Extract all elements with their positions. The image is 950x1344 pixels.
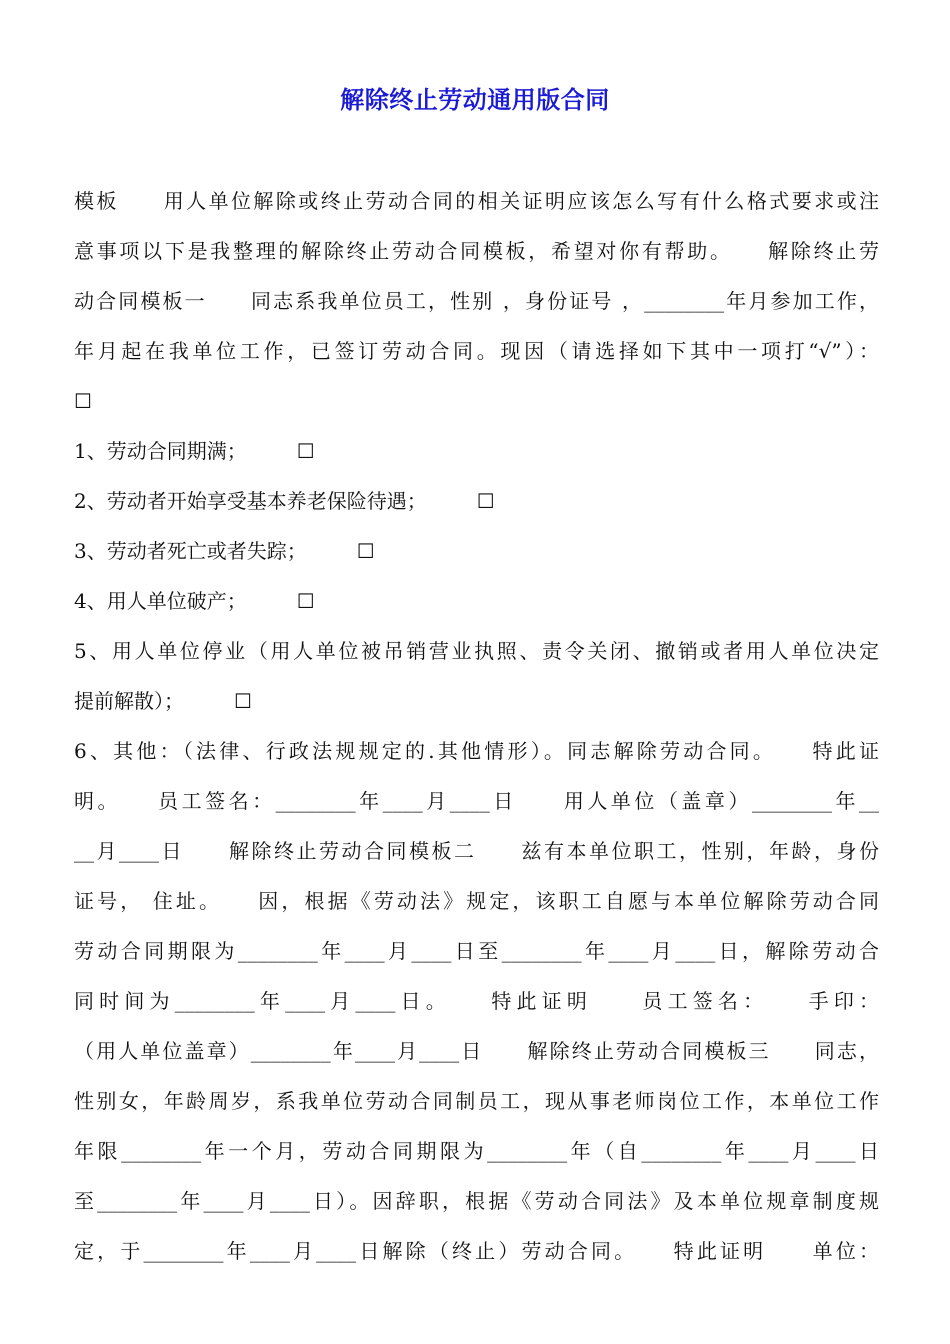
option-1: 1、劳动合同期满； ☐ [74,439,315,463]
option-6: 6、其他：（法律、行政法规规定的.其他情形）。同志解除劳动合同。 特此证 [74,739,879,763]
body-line-13: 明。 员工签名：________年____月____日 用人单位（盖章）________年__ [74,789,879,813]
option-3: 3、劳动者死亡或者失踪； ☐ [74,539,375,563]
body-line-21: 至________年____月____日）。因辞职，根据《劳动合同法》及本单位规章制度规 [74,1189,879,1213]
body-line-19: 性别女，年龄周岁，系我单位劳动合同制员工，现从事老师岗位工作，本单位工作 [74,1089,879,1113]
body-line-15: 证号， 住址。 因，根据《劳动法》规定，该职工自愿与本单位解除劳动合同 [74,889,879,913]
body-line-22: 定，于________年____月____日解除（终止）劳动合同。 特此证明 单位： [74,1239,879,1263]
option-2: 2、劳动者开始享受基本养老保险待遇； ☐ [74,489,495,513]
body-line-18: （用人单位盖章）________年____月____日 解除终止劳动合同模板三 同志， [74,1039,879,1063]
option-4: 4、用人单位破产； ☐ [74,589,315,613]
body-line-2: 意事项以下是我整理的解除终止劳动合同模板，希望对你有帮助。 解除终止劳 [74,239,879,263]
checkbox-line: ☐ [74,389,92,413]
document-title: 解除终止劳动通用版合同 [340,86,610,114]
body-line-16: 劳动合同期限为________年____月____日至________年____月____日，解除劳动合 [74,939,879,963]
body-line-14: __月____日 解除终止劳动合同模板二 兹有本单位职工，性别，年龄，身份 [74,839,879,863]
option-5: 5、用人单位停业（用人单位被吊销营业执照、责令关闭、撤销或者用人单位决定 [74,639,879,663]
body-line-3: 动合同模板一 同志系我单位员工，性别 ，身份证号 ，________年月参加工作， [74,289,879,313]
option-5-continued: 提前解散）； ☐ [74,689,252,713]
body-line-17: 同时间为________年____月____日。 特此证明 员工签名： 手印： [74,989,879,1013]
body-line-4: 年月起在我单位工作，已签订劳动合同。现因（请选择如下其中一项打“√”）： [74,339,879,363]
body-line-1: 模板 用人单位解除或终止劳动合同的相关证明应该怎么写有什么格式要求或注 [74,189,879,213]
body-line-20: 年限________年一个月，劳动合同期限为________年（自________年____月____日 [74,1139,879,1163]
